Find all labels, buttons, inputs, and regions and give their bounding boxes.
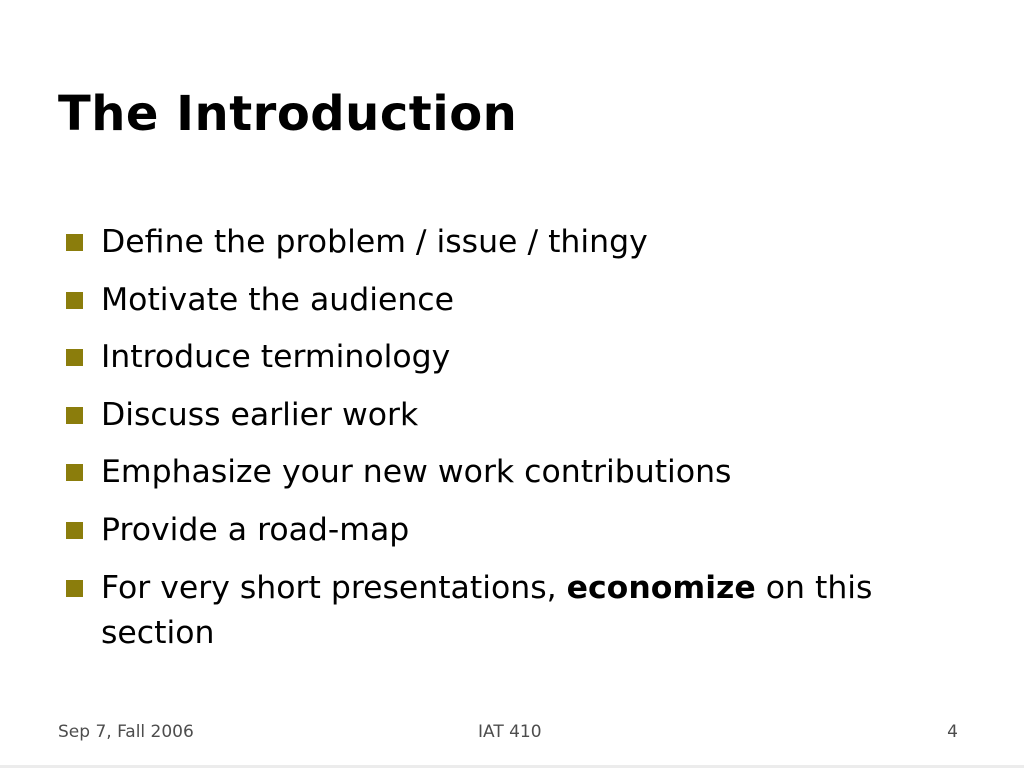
footer-course: IAT 410 [478, 722, 542, 742]
bullet-text-prefix: For very short presentations, [101, 569, 567, 606]
list-item [66, 450, 946, 495]
square-bullet-icon [66, 464, 83, 481]
list-item [66, 278, 946, 323]
square-bullet-icon [66, 234, 83, 251]
bullet-text: Introduce terminology [101, 339, 451, 376]
square-bullet-icon [66, 522, 83, 539]
list-item [66, 566, 946, 656]
square-bullet-icon [66, 292, 83, 309]
square-bullet-icon [66, 580, 83, 597]
bullet-text: Motivate the audience [101, 281, 455, 318]
footer-date: Sep 7, Fall 2006 [58, 722, 194, 742]
bullet-list [66, 220, 946, 668]
bullet-text: Discuss earlier work [101, 396, 419, 433]
slide-number: 4 [947, 722, 958, 742]
list-item [66, 220, 946, 265]
list-item [66, 393, 946, 438]
square-bullet-icon [66, 349, 83, 366]
bullet-text: Provide a road-map [101, 511, 410, 548]
list-item [66, 335, 946, 380]
square-bullet-icon [66, 407, 83, 424]
bullet-text: Emphasize your new work contributions [101, 454, 732, 491]
slide-title: The Introduction [58, 86, 518, 142]
bullet-text: Define the problem / issue / thingy [101, 224, 648, 260]
bullet-emphasis: economize [566, 569, 756, 606]
bullet-text-suffix: on this section [101, 569, 873, 651]
list-item [66, 508, 946, 553]
